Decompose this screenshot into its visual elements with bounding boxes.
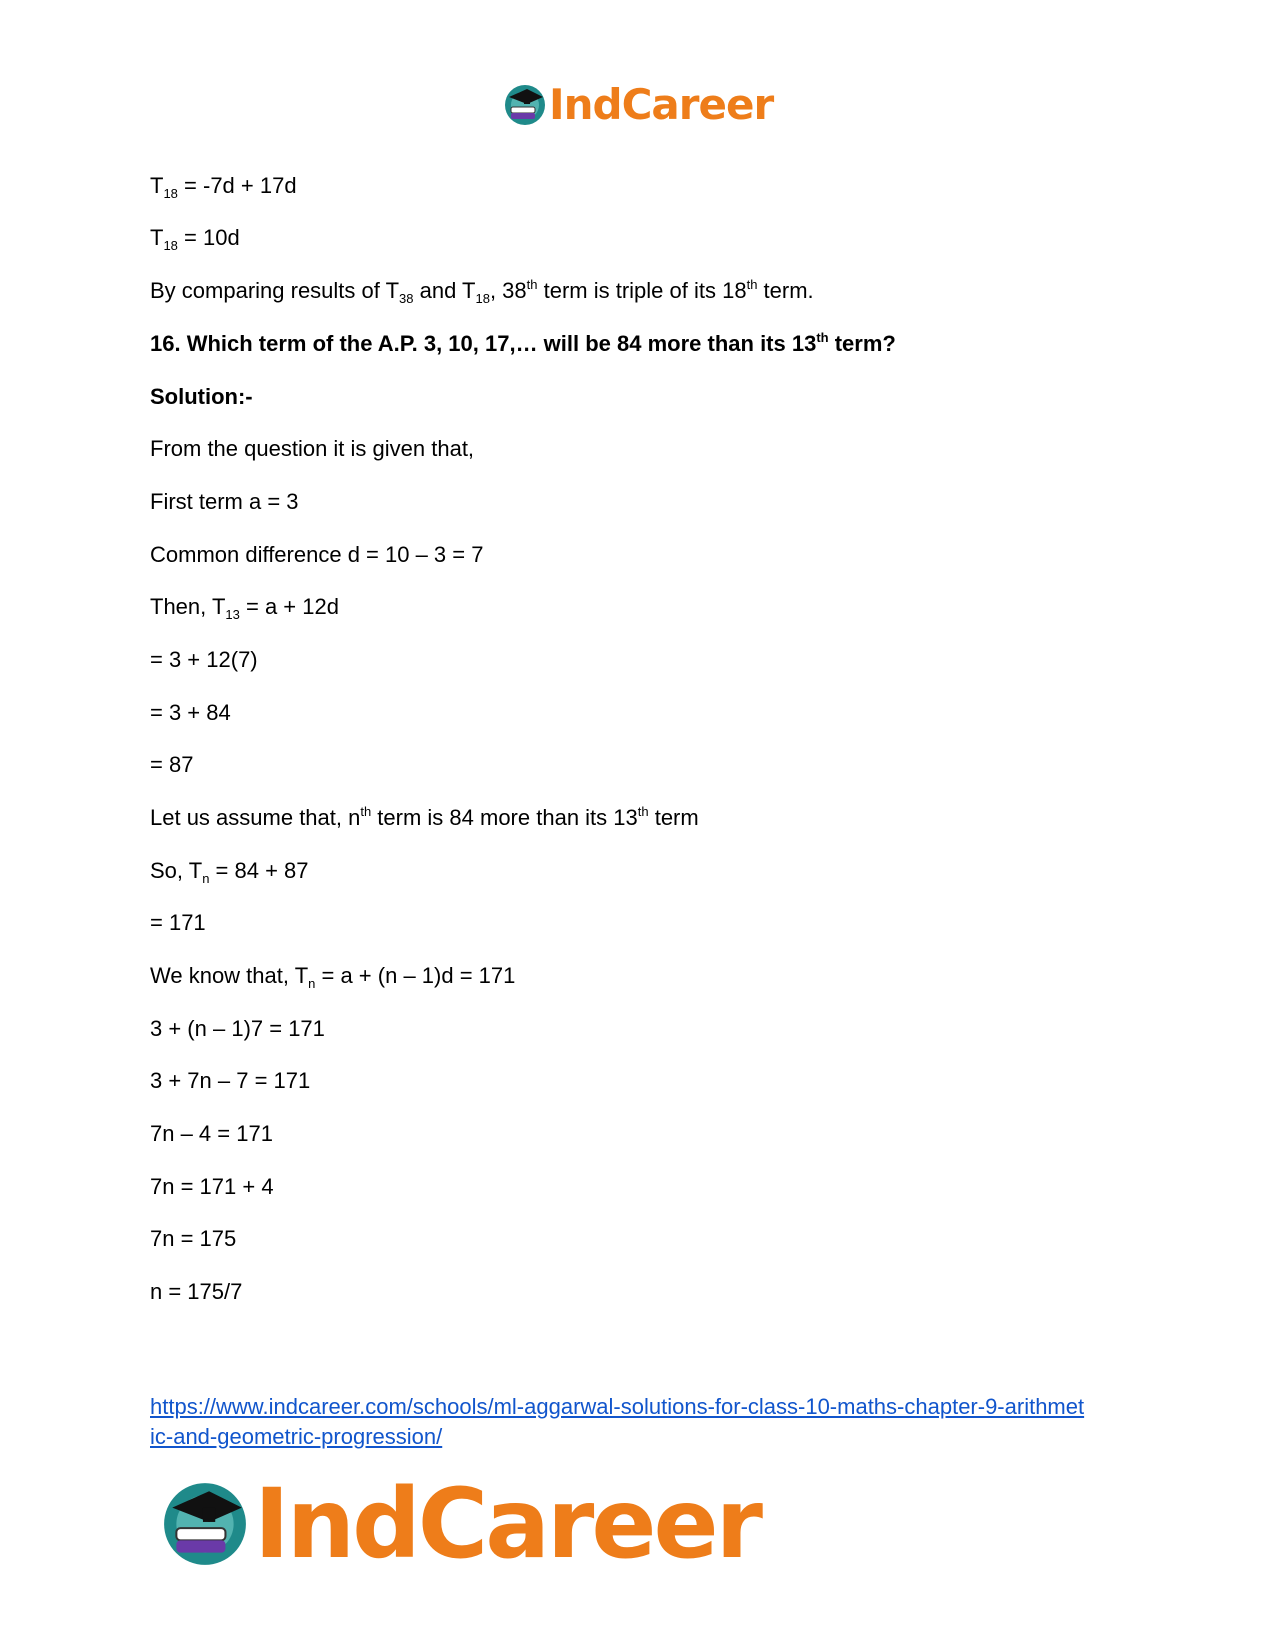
text-line: 3 + (n – 1)7 = 171 — [150, 1016, 325, 1041]
text-line: We know that, $T_n = a + (n - 1)d = 171$ — [150, 963, 516, 991]
text-line: First term a = 3 — [150, 489, 299, 514]
header-logo — [503, 80, 773, 129]
text-line: Let us assume that, $n^{th}$ term is 84 more than its 13th term — [150, 804, 699, 830]
source-link-line-2[interactable]: ic-and-geometric-progression/ — [150, 1424, 443, 1449]
text-line: Common difference d = 10 – 3 = 7 — [150, 542, 484, 567]
logo-wordmark: IndCareer — [549, 80, 774, 129]
text-line: = 171 — [150, 910, 206, 935]
graduation-book-icon — [503, 83, 547, 127]
text-line: $T_{18} = -7d + 17d$ — [150, 173, 297, 201]
graduation-book-icon — [160, 1479, 250, 1569]
text-line: 7n = 171 + 4 — [150, 1174, 274, 1199]
text-line: = 3 + 12(7) — [150, 647, 258, 672]
text-line: 7n = 175 — [150, 1226, 237, 1251]
logo-wordmark: IndCareer — [254, 1468, 760, 1580]
footer-logo — [160, 1468, 760, 1580]
solution-heading: Solution:- — [150, 384, 253, 409]
text-line: 7n – 4 = 171 — [150, 1121, 273, 1146]
text-line: n = 175/7 — [150, 1279, 243, 1304]
text-line: $T_{18} = 10d$ — [150, 225, 240, 253]
text-line: So, $T_n = 84 + 87$ — [150, 858, 309, 886]
text-line: 3 + 7n – 7 = 171 — [150, 1068, 311, 1093]
text-line: = 3 + 84 — [150, 700, 231, 725]
question-heading: 16. Which term of the A.P. 3, 10, 17,… will be 84 more than its 13th term? — [150, 330, 896, 356]
text-line: = 87 — [150, 752, 194, 777]
text-line: Then, $T_{13} = a + 12d$ — [150, 594, 339, 622]
source-link[interactable] — [150, 1392, 1130, 1452]
source-link-line-1[interactable]: https://www.indcareer.com/schools/ml-aggarwal-solutions-for-class-10-maths-chapter-9-arithmet — [150, 1394, 1085, 1419]
text-line: By comparing results of $T_{38}$ and $T_{18}$, 38th term is triple of its 18th term. — [150, 277, 814, 306]
text-line: From the question it is given that, — [150, 436, 475, 461]
